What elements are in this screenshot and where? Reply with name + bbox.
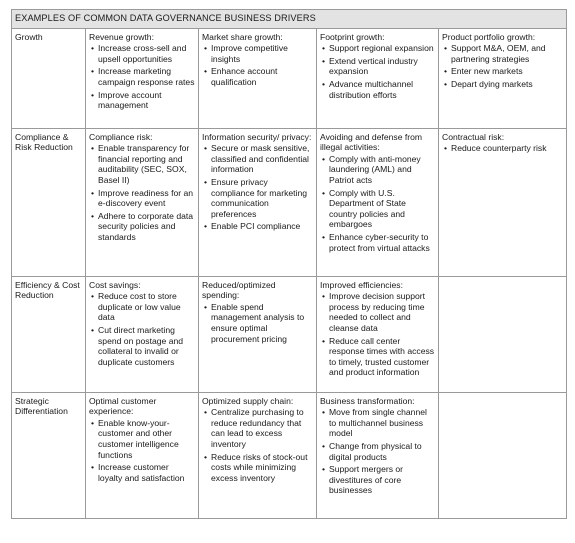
list-item-text: Improve decision support process by reducing time needed to collect and cleanse data xyxy=(329,291,426,333)
bullet-list xyxy=(442,143,563,154)
table-row xyxy=(12,128,567,276)
bullet-icon: • xyxy=(322,335,326,346)
table-cell xyxy=(317,276,439,392)
bullet-icon: • xyxy=(322,231,326,242)
governance-drivers-table xyxy=(11,9,567,519)
list-item-text: Support regional expansion xyxy=(329,43,434,54)
table-cell xyxy=(439,28,567,128)
bullet-icon: • xyxy=(204,407,208,418)
bullet-icon: • xyxy=(91,43,95,54)
list-item-text: Centralize purchasing to reduce redundancy that can lead to excess inventory xyxy=(211,407,304,449)
bullet-icon: • xyxy=(204,43,208,54)
bullet-list xyxy=(442,43,563,89)
list-item-text: Cut direct marketing spend on postage and collateral to invalid or duplicate customers xyxy=(98,324,184,367)
cell-heading: Optimal customer experience: xyxy=(89,395,157,417)
bullet-icon: • xyxy=(322,464,326,475)
table-cell xyxy=(199,276,317,392)
cell-heading: Business transformation: xyxy=(320,395,415,406)
list-item xyxy=(442,66,563,77)
list-item-text: Enable PCI compliance xyxy=(211,221,301,232)
list-item xyxy=(320,336,435,378)
bullet-list xyxy=(320,407,435,496)
bullet-icon: • xyxy=(444,143,448,154)
bullet-list xyxy=(89,418,195,484)
bullet-icon: • xyxy=(91,187,95,198)
bullet-icon: • xyxy=(204,301,208,312)
list-item-text: Improve readiness for an e-discovery event xyxy=(98,187,194,209)
row-header: Strategic Differentiation xyxy=(12,392,86,518)
bullet-icon: • xyxy=(91,291,95,302)
list-item-text: Advance multichannel distribution efforts xyxy=(329,78,414,100)
list-item xyxy=(89,418,195,460)
list-item xyxy=(202,302,313,344)
list-item xyxy=(320,56,435,77)
list-item-text: Support mergers or divestitures of core businesses xyxy=(329,464,404,496)
document-page xyxy=(11,9,566,519)
bullet-list xyxy=(320,291,435,378)
bullet-list xyxy=(202,43,313,87)
table-cell xyxy=(86,392,199,518)
table-cell xyxy=(317,128,439,276)
list-item xyxy=(202,221,313,232)
bullet-icon: • xyxy=(444,78,448,89)
list-item-text: Improve account management xyxy=(98,89,162,111)
list-item xyxy=(320,464,435,496)
bullet-icon: • xyxy=(322,291,326,302)
bullet-icon: • xyxy=(91,324,95,335)
list-item-text: Enable spend management analysis to ensure optimal procurement pricing xyxy=(211,301,305,344)
cell-heading: Reduced/optimized spending: xyxy=(202,279,276,301)
list-item xyxy=(320,291,435,333)
list-item-text: Enter new markets xyxy=(451,66,523,77)
list-item xyxy=(89,188,195,209)
table-cell xyxy=(439,276,567,392)
cell-heading: Cost savings: xyxy=(89,279,141,290)
list-item xyxy=(442,43,563,64)
list-item-text: Comply with anti-money laundering (AML) and Patriot acts xyxy=(329,153,421,185)
table-cell xyxy=(86,28,199,128)
bullet-list xyxy=(320,154,435,253)
bullet-icon: • xyxy=(204,221,208,232)
list-item xyxy=(202,452,313,484)
bullet-icon: • xyxy=(322,43,326,54)
table-cell xyxy=(439,392,567,518)
list-item xyxy=(202,143,313,175)
bullet-icon: • xyxy=(322,187,326,198)
list-item xyxy=(89,291,195,323)
bullet-icon: • xyxy=(322,78,326,89)
bullet-icon: • xyxy=(204,451,208,462)
cell-heading: Improved efficiencies: xyxy=(320,279,403,290)
bullet-list xyxy=(89,143,195,242)
list-item-text: Enable transparency for financial reporting and auditability (SEC, SOX, Basel II) xyxy=(98,143,190,185)
table-cell xyxy=(317,28,439,128)
list-item xyxy=(89,211,195,243)
cell-heading: Contractual risk: xyxy=(442,131,505,142)
bullet-list xyxy=(202,407,313,483)
list-item xyxy=(320,43,435,54)
list-item-text: Support M&A, OEM, and partnering strategies xyxy=(451,43,546,64)
bullet-icon: • xyxy=(91,89,95,100)
list-item-text: Reduce cost to store duplicate or low value data xyxy=(98,291,181,323)
bullet-icon: • xyxy=(322,55,326,66)
row-header: Growth xyxy=(12,28,86,128)
list-item xyxy=(89,325,195,367)
list-item xyxy=(320,407,435,439)
bullet-icon: • xyxy=(322,153,326,164)
list-item-text: Secure or mask sensitive, classified and confidential information xyxy=(211,143,310,175)
bullet-icon: • xyxy=(204,176,208,187)
table-cell xyxy=(439,128,567,276)
bullet-icon: • xyxy=(444,66,448,77)
table-cell xyxy=(86,128,199,276)
list-item xyxy=(202,177,313,219)
list-item-text: Improve competitive insights xyxy=(211,43,288,64)
bullet-icon: • xyxy=(91,462,95,473)
cell-heading: Market share growth: xyxy=(202,31,283,42)
bullet-icon: • xyxy=(91,66,95,77)
table-row xyxy=(12,276,567,392)
list-item xyxy=(89,143,195,185)
row-header: Efficiency & Cost Reduction xyxy=(12,276,86,392)
table-row xyxy=(12,28,567,128)
list-item xyxy=(89,43,195,64)
list-item xyxy=(320,154,435,186)
bullet-icon: • xyxy=(91,210,95,221)
list-item-text: Increase customer loyalty and satisfaction xyxy=(98,462,185,483)
list-item xyxy=(89,90,195,111)
cell-heading: Footprint growth: xyxy=(320,31,385,42)
list-item xyxy=(202,43,313,64)
bullet-icon: • xyxy=(322,407,326,418)
list-item-text: Reduce call center response times with access to timely, trusted customer and product information xyxy=(329,335,435,378)
row-header: Compliance & Risk Reduction xyxy=(12,128,86,276)
list-item-text: Enhance account qualification xyxy=(211,66,278,87)
list-item-text: Increase cross-sell and upsell opportunities xyxy=(98,43,187,64)
list-item-text: Enhance cyber-security to protect from virtual attacks xyxy=(329,231,430,253)
list-item-text: Extend vertical industry expansion xyxy=(329,55,418,77)
cell-heading: Information security/ privacy: xyxy=(202,131,312,142)
list-item-text: Comply with U.S. Department of State country policies and embargoes xyxy=(329,187,406,230)
list-item xyxy=(320,232,435,253)
list-item xyxy=(442,79,563,90)
list-item-text: Move from single channel to multichannel business model xyxy=(329,407,427,439)
table-cell xyxy=(86,276,199,392)
table-row xyxy=(12,392,567,518)
list-item xyxy=(320,188,435,230)
table-body xyxy=(12,28,567,518)
list-item xyxy=(202,66,313,87)
cell-heading: Avoiding and defense from illegal activities: xyxy=(320,131,423,153)
bullet-list xyxy=(89,291,195,367)
cell-heading: Optimized supply chain: xyxy=(202,395,294,406)
bullet-icon: • xyxy=(204,66,208,77)
list-item-text: Ensure privacy compliance for marketing communication preferences xyxy=(211,176,308,219)
bullet-icon: • xyxy=(91,143,95,154)
list-item xyxy=(320,441,435,462)
table-cell xyxy=(199,28,317,128)
list-item-text: Increase marketing campaign response rates xyxy=(98,66,195,87)
bullet-icon: • xyxy=(204,143,208,154)
cell-heading: Product portfolio growth: xyxy=(442,31,536,42)
table-cell xyxy=(199,392,317,518)
bullet-icon: • xyxy=(322,440,326,451)
table-title: EXAMPLES OF COMMON DATA GOVERNANCE BUSINESS DRIVERS xyxy=(12,10,567,29)
bullet-icon: • xyxy=(91,417,95,428)
list-item xyxy=(442,143,563,154)
list-item-text: Adhere to corporate data security policies and standards xyxy=(98,210,194,242)
table-cell xyxy=(199,128,317,276)
bullet-list xyxy=(202,143,313,232)
bullet-list xyxy=(320,43,435,100)
list-item-text: Reduce counterparty risk xyxy=(451,143,547,154)
list-item xyxy=(202,407,313,449)
list-item-text: Depart dying markets xyxy=(451,78,533,89)
table-cell xyxy=(317,392,439,518)
bullet-icon: • xyxy=(444,43,448,54)
list-item xyxy=(320,79,435,100)
cell-heading: Revenue growth: xyxy=(89,31,154,42)
bullet-list xyxy=(89,43,195,111)
cell-heading: Compliance risk: xyxy=(89,131,153,142)
list-item-text: Reduce risks of stock-out costs while minimizing excess inventory xyxy=(211,451,308,483)
list-item-text: Change from physical to digital products xyxy=(329,440,422,462)
list-item xyxy=(89,66,195,87)
bullet-list xyxy=(202,302,313,344)
list-item-text: Enable know-your-customer and other customer intelligence functions xyxy=(98,417,179,460)
list-item xyxy=(89,462,195,483)
